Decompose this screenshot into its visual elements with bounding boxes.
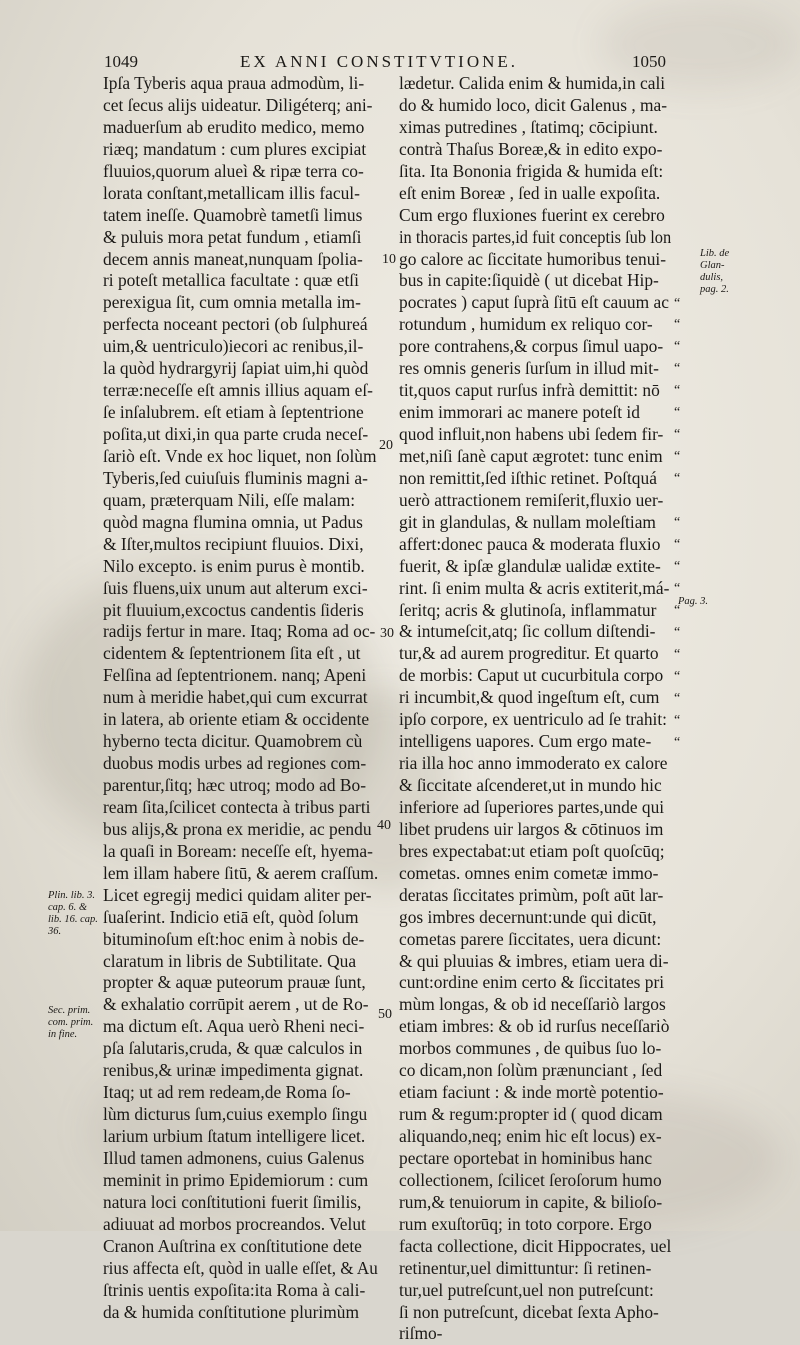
text-line: Itaq; ut ad rem redeam,de Roma ſo- <box>103 1082 351 1103</box>
text-line: ſuaſerint. Indicio etiā eſt, quòd ſolum <box>103 906 359 927</box>
text-line: perexigua ſit, cum omnia metalla im- <box>103 292 361 313</box>
quote-mark: “ <box>674 339 681 355</box>
quote-mark: “ <box>674 515 681 530</box>
text-line: affert:donec pauca & moderata fluxio <box>399 533 661 554</box>
text-line: ſariò eſt. Vnde ex hoc liquet, non ſolùm <box>103 445 377 466</box>
text-line: riſmo- <box>399 1323 443 1344</box>
text-line: tur,& ad aurem progreditur. Et quarto <box>399 643 659 664</box>
text-line: natura loci conſtitutioni fuerit ſimilis, <box>103 1191 362 1212</box>
text-line: lædetur. Calida enim & humida,in cali <box>399 73 666 93</box>
text-line: gos imbres decernunt:unde qui dicūt, <box>399 906 657 927</box>
text-line: adiuuat ad morbos procreandos. Velut <box>103 1213 366 1234</box>
text-line: propter & aquæ puteorum prauæ ſunt, <box>103 972 366 993</box>
line-number-10: 10 <box>382 252 396 267</box>
quote-mark: “ <box>674 361 681 377</box>
text-line: fluuios,quorum alueì & ripæ terra co- <box>103 160 364 181</box>
text-line: cidentem & ſeptentrionem ſita eſt , ut <box>103 643 361 664</box>
text-line: rint. ſi enim multa & acris extiterit,má- <box>399 577 670 598</box>
quote-mark: “ <box>674 690 681 706</box>
text-line: lorata conſtant,metallicam illis facul- <box>103 182 360 203</box>
text-line: non remittit,ſed iſthic retinet. Poſtquá <box>399 467 657 488</box>
line-number-30: 30 <box>380 626 394 641</box>
text-line: cet ſecus alijs uideatur. Diligéterq; ani- <box>103 94 373 115</box>
text-line: pit fluuium,excoctus candentis ſideris <box>103 599 364 620</box>
text-line: rum & regum:propter id ( quod dicam <box>399 1104 663 1125</box>
text-line: rum exuſtorūq; in toto corpore. Ergo <box>399 1213 652 1234</box>
text-line: met,niſi ſanè caput ægrotet: tunc enim <box>399 445 663 466</box>
text-line: Tyberis,ſed cuiuſuis fluminis magni a- <box>103 467 368 488</box>
text-line: ſita. Ita Bononia frigida & humida eſt: <box>399 160 664 181</box>
text-line: hyberno tecta dicitur. Quamobrem cù <box>103 731 363 752</box>
text-line: decem annis maneat,nunquam ſpolia- <box>103 248 363 269</box>
text-line: bituminoſum eſt:hoc enim à nobis de- <box>103 928 365 949</box>
text-line: quod influit,non habens ubi ſedem fir- <box>399 424 664 444</box>
quote-mark: “ <box>674 580 681 596</box>
text-line: la quòd hydrargyrij ſapiat uim,hi quòd <box>103 358 369 379</box>
text-line: & puluis mora petat fundum , etiamſi <box>103 226 362 247</box>
quote-mark: “ <box>674 602 681 618</box>
quote-mark: “ <box>674 624 681 640</box>
text-line: tatem ineſſe. Quamobrè tametſi limus <box>103 204 363 225</box>
text-line: Cum ergo fluxiones fuerint ex cerebro <box>399 204 665 225</box>
text-line: bres expectabat:ut etiam poſt quoſcūq; <box>399 840 665 861</box>
text-line: rotundum , humidum ex reliquo cor- <box>399 314 653 335</box>
margin-note-glandulis: Lib. de Glan- dulis, pag. 2. <box>700 248 730 295</box>
text-line: perfecta noceant pectori (ob ſulphureá <box>103 314 368 335</box>
text-line: res omnis generis ſurſum in illud mit- <box>399 358 659 379</box>
line-number-40: 40 <box>377 818 391 833</box>
quote-mark: “ <box>674 536 681 552</box>
text-line: libet prudens uir largos & cōtinuos im <box>399 818 664 839</box>
text-line: Nilo excepto. is enim purus è montib. <box>103 555 365 576</box>
running-head: EX ANNI CONSTITVTIONE. <box>240 52 519 71</box>
text-line: claratum in libris de Subtilitate. Qua <box>103 950 357 971</box>
text-line: aliquando,neq; enim hic eſt locus) ex- <box>399 1126 662 1146</box>
text-line: & ſiccitate aſcenderet,ut in mundo hic <box>399 775 662 795</box>
text-line: in thoracis partes,id fuit conceptis ſub lon <box>399 226 672 247</box>
text-line: quòd magna flumina omnia, ut Padus <box>103 511 363 532</box>
text-line: ipſo corpore, ex uentriculo ad ſe trahit: <box>399 709 668 730</box>
quote-mark: “ <box>674 646 681 662</box>
text-line: bus in capite:ſiquidè ( ut dicebat Hip- <box>399 270 659 291</box>
quote-mark: “ <box>674 558 681 574</box>
text-line: rum,& tenuiorum in capite, & bilioſo- <box>399 1191 663 1212</box>
text-line: duobus modis urbes ad regiones com- <box>103 753 367 774</box>
text-line: Illud tamen admonens, cuius Galenus <box>103 1147 365 1168</box>
text-line: ri poteſt metallica facultate : quæ etſi <box>103 270 359 291</box>
text-line: maduerſum ab erudito medico, memo <box>103 116 365 137</box>
text-line: ſi non putreſcunt, dicebat ſexta Apho- <box>399 1301 659 1322</box>
text-line: enim immorari ac manere poteſt id <box>399 402 640 423</box>
text-line: ri incumbit,& quod ingeſtum eſt, cum <box>399 687 660 708</box>
text-line: cometas. omnes enim cometæ immo- <box>399 862 659 883</box>
text-line: la quaſi in Boream: neceſſe eſt, hyema- <box>103 840 373 861</box>
text-line: git in glandulas, & nullam moleſtiam <box>399 511 656 532</box>
text-line: rius affecta eſt, quòd in ualle eſſet, & Au <box>103 1257 378 1278</box>
text-line: poſita,ut dixi,in qua parte cruda neceſ- <box>103 424 369 444</box>
text-line: terræ:neceſſe eſt amnis illius aquam eſ- <box>103 380 373 401</box>
text-line: de morbis: Caput ut cucurbitula corpo <box>399 665 664 686</box>
text-line: ria illa hoc anno immoderato ex calore <box>399 753 668 774</box>
text-line: fuerit, & ipſæ glandulæ ualidæ extite- <box>399 555 661 576</box>
text-line: co dicam,non ſolùm prænunciant , ſed <box>399 1060 663 1081</box>
text-line: pſa ſalutaris,cruda, & quæ calculos in <box>103 1038 363 1059</box>
right-column <box>399 73 671 1345</box>
text-line: parentur,ſitq; hæc utroq; modo ad Bo- <box>103 775 367 795</box>
text-line: ſtrinis uentis expoſita:ita Roma à cali- <box>103 1279 366 1300</box>
text-line: deratas ſiccitates primùm, poſt aūt lar- <box>399 884 664 905</box>
text-line: Cranon Auſtrina ex conſtitutione dete <box>103 1235 362 1256</box>
text-line: lùm dicturus ſum,cuius exemplo ſingu <box>103 1104 368 1125</box>
left-column <box>103 73 378 1323</box>
text-line: go calore ac ſiccitate humoribus tenui- <box>399 248 667 269</box>
text-line: inferiore ad ſuperiores partes,unde qui <box>399 796 665 817</box>
text-line: pore contrahens,& corpus ſimul uapo- <box>399 336 664 357</box>
text-line: & intumeſcit,atq; ſic collum diſtendi- <box>399 621 656 642</box>
text-line: lem illam habere ſitū, & aerem craſſum. <box>103 862 379 883</box>
text-line: uim,& uentriculo)iecori ac renibus,il- <box>103 336 364 357</box>
text-line: & exhalatio corrūpit aerem , ut de Ro- <box>103 994 369 1015</box>
line-number-50: 50 <box>378 1007 392 1022</box>
text-line: bus alijs,& prona ex meridie, ac pendu <box>103 818 372 839</box>
quote-mark: “ <box>674 668 681 684</box>
text-line: ximas putredines , ſtatimq; cōcipiunt. <box>399 116 658 137</box>
quote-mark: “ <box>674 295 681 311</box>
text-line: etiam faciunt : & inde mortè potentio- <box>399 1082 664 1103</box>
text-line: num à meridie habet,qui cum excurrat <box>103 687 368 708</box>
text-line: etiam imbres: & ob id rurſus neceſſariò <box>399 1016 670 1037</box>
text-line: eſt enim Boreæ , ſed in ualle expoſita. <box>399 182 661 203</box>
page-number-left: 1049 <box>104 52 138 71</box>
margin-note-pag3: Pag. 3. <box>678 596 709 607</box>
text-line: renibus,& urinæ impedimenta gignat. <box>103 1060 364 1081</box>
text-line: ſe inſalubrem. eſt etiam à ſeptentrione <box>103 402 364 423</box>
text-line: radijs fertur in mare. Itaq; Roma ad oc- <box>103 621 376 642</box>
line-number-20: 20 <box>379 438 393 453</box>
text-line: uerò attractionem remiſerit,fluxio uer- <box>399 489 664 510</box>
text-line: riæq; mandatum : cum plures excipiat <box>103 138 367 159</box>
text-line: morbos communes , de quibus ſuo lo- <box>399 1038 662 1059</box>
text-line: intelligens uapores. Cum ergo mate- <box>399 731 652 752</box>
text-line: da & humida conſtitutione plurimùm <box>103 1301 359 1322</box>
text-line: tit,quos caput rurſus infrà demittit: nō <box>399 380 660 401</box>
quote-mark: “ <box>674 449 681 465</box>
text-line: meminit in primo Epidemiorum : cum <box>103 1169 369 1190</box>
quote-mark: “ <box>674 383 681 399</box>
text-line: Ipſa Tyberis aqua praua admodùm, li- <box>103 73 365 93</box>
margin-note-epidemiorum: Sec. prim. com. prim. in fine. <box>48 1005 94 1040</box>
text-line: & Iſter,multos recipiunt fluuios. Dixi, <box>103 533 364 554</box>
margin-note-pliny: Plin. lib. 3. cap. 6. & lib. 16. cap. 36. <box>48 890 98 937</box>
text-line: Felſina ad ſeptentrionem. nanq; Apeni <box>103 665 367 686</box>
quote-mark: “ <box>674 317 681 333</box>
text-line: larium urbium ſtatum intelligere licet. <box>103 1126 366 1146</box>
quote-mark: “ <box>674 734 681 750</box>
quote-mark: “ <box>674 405 681 421</box>
text-line: ſeritq; acris & glutinoſa, inflammatur <box>399 599 657 620</box>
text-line: pocrates ) caput ſuprà ſitū eſt cauum ac <box>399 292 669 313</box>
text-line: & qui pluuias & imbres, etiam uera di- <box>399 950 669 971</box>
text-line: pectare oportebat in hominibus hanc <box>399 1147 653 1168</box>
quote-mark: “ <box>674 471 681 487</box>
text-line: tur,uel putreſcunt,uel non putreſcunt: <box>399 1279 654 1300</box>
quote-mark: “ <box>674 712 681 728</box>
text-line: contrà Thaſus Boreæ,& in edito expo- <box>399 138 663 159</box>
text-line: cunt:ordine enim certo & ſiccitates pri <box>399 972 665 993</box>
text-line: ream ſita,ſcilicet contecta à tribus parti <box>103 796 371 817</box>
text-line: quam, præterquam Nili, eſſe malam: <box>103 489 356 510</box>
text-line: Licet egregij medici quidam aliter per- <box>103 884 372 905</box>
text-line: cometas parere ſiccitates, uera dicunt: <box>399 928 662 949</box>
text-line: retinentur,uel dimittuntur: ſi retinen- <box>399 1257 652 1278</box>
text-line: facta collectione, dicit Hippocrates, uel <box>399 1235 672 1256</box>
page-number-right: 1050 <box>632 52 666 71</box>
text-line: ſuis fluens,uix unum aut alterum exci- <box>103 577 368 598</box>
text-line: collectionem, ſcilicet ſeroſorum humo <box>399 1169 662 1190</box>
text-line: in latera, ab oriente etiam & occidente <box>103 709 370 730</box>
text-line: mùm longas, & ob id neceſſariò largos <box>399 994 666 1015</box>
text-line: do & humido loco, dicit Galenus , ma- <box>399 94 668 115</box>
quote-mark: “ <box>674 427 681 443</box>
text-line: ma dictum eſt. Aqua uerò Rheni neci- <box>103 1016 365 1037</box>
